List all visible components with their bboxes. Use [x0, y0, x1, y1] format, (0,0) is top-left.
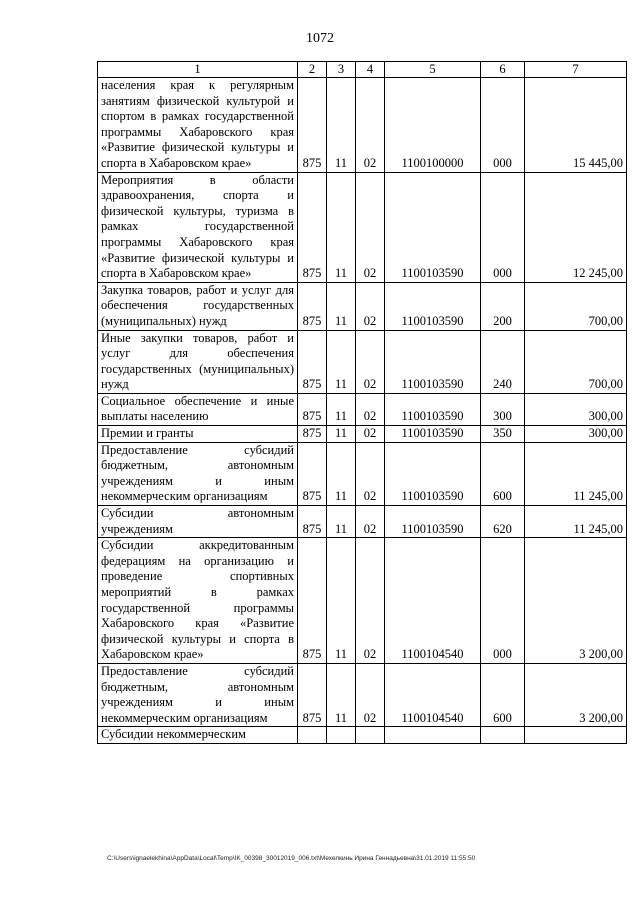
- row-name-cell: Предоставление субсидий бюджетным, автономным учреждениям и иным некоммерческим организациям: [98, 442, 298, 505]
- amount-cell: 700,00: [525, 282, 627, 330]
- target-article-cell: 1100104540: [385, 538, 481, 664]
- expense-type-cell: 600: [481, 442, 525, 505]
- expense-type-cell: 350: [481, 426, 525, 443]
- column-header: 5: [385, 62, 481, 78]
- section-cell: 11: [327, 442, 356, 505]
- ministry-code-cell: 875: [298, 663, 327, 726]
- subsection-cell: 02: [356, 78, 385, 173]
- column-header: 3: [327, 62, 356, 78]
- amount-cell: 3 200,00: [525, 538, 627, 664]
- subsection-cell: 02: [356, 538, 385, 664]
- target-article-cell: 1100103590: [385, 442, 481, 505]
- page-number: 1072: [306, 31, 334, 46]
- row-name-cell: Субсидии автономным учреждениям: [98, 506, 298, 538]
- row-name-cell: Иные закупки товаров, работ и услуг для обеспечения государственных (муниципальных) нужд: [98, 330, 298, 393]
- section-cell: 11: [327, 330, 356, 393]
- expense-type-cell: 000: [481, 538, 525, 664]
- subsection-cell: 02: [356, 442, 385, 505]
- expense-type-cell: 620: [481, 506, 525, 538]
- amount-cell: 3 200,00: [525, 663, 627, 726]
- table-row: [98, 506, 627, 538]
- expense-type-cell: 000: [481, 172, 525, 282]
- amount-cell: 300,00: [525, 426, 627, 443]
- target-article-cell: 1100103590: [385, 393, 481, 425]
- table-row: [98, 282, 627, 330]
- row-name-cell: Закупка товаров, работ и услуг для обеспечения государственных (муниципальных) нужд: [98, 282, 298, 330]
- expense-type-cell: 300: [481, 393, 525, 425]
- section-cell: 11: [327, 506, 356, 538]
- subsection-cell: 02: [356, 172, 385, 282]
- column-header: 2: [298, 62, 327, 78]
- section-cell: 11: [327, 172, 356, 282]
- row-name-cell: Субсидии некоммерческим: [98, 727, 298, 744]
- table-row: [98, 172, 627, 282]
- target-article-cell: 1100100000: [385, 78, 481, 173]
- section-cell: 11: [327, 663, 356, 726]
- section-cell: [327, 727, 356, 744]
- ministry-code-cell: 875: [298, 330, 327, 393]
- subsection-cell: [356, 727, 385, 744]
- subsection-cell: 02: [356, 282, 385, 330]
- table-row: [98, 727, 627, 744]
- amount-cell: [525, 727, 627, 744]
- row-name-cell: населения края к регулярным занятиям физической культурой и спортом в рамках государственной программы Хабаровского края «Развитие физической культуры и спорта в Хабаровском крае»: [98, 78, 298, 173]
- section-cell: 11: [327, 282, 356, 330]
- ministry-code-cell: 875: [298, 282, 327, 330]
- section-cell: 11: [327, 538, 356, 664]
- ministry-code-cell: 875: [298, 393, 327, 425]
- ministry-code-cell: 875: [298, 538, 327, 664]
- amount-cell: 11 245,00: [525, 442, 627, 505]
- expense-type-cell: 200: [481, 282, 525, 330]
- ministry-code-cell: [298, 727, 327, 744]
- table-row: [98, 663, 627, 726]
- ministry-code-cell: 875: [298, 172, 327, 282]
- table-row: [98, 426, 627, 443]
- expense-type-cell: [481, 727, 525, 744]
- table-row: [98, 330, 627, 393]
- table-row: [98, 442, 627, 505]
- table-row: [98, 538, 627, 664]
- target-article-cell: 1100103590: [385, 172, 481, 282]
- column-header: 6: [481, 62, 525, 78]
- target-article-cell: 1100103590: [385, 330, 481, 393]
- section-cell: 11: [327, 393, 356, 425]
- target-article-cell: [385, 727, 481, 744]
- target-article-cell: 1100103590: [385, 506, 481, 538]
- row-name-cell: Мероприятия в области здравоохранения, спорта и физической культуры, туризма в рамках государственной программы Хабаровского края «Развитие физической культуры и спорта в Хабаровском крае»: [98, 172, 298, 282]
- column-header: 7: [525, 62, 627, 78]
- subsection-cell: 02: [356, 663, 385, 726]
- target-article-cell: 1100104540: [385, 663, 481, 726]
- row-name-cell: Субсидии аккредитованным федерациям на организацию и проведение спортивных мероприятий в рамках государственной программы Хабаровского края «Развитие физической культуры и спорта в Хабаровском крае»: [98, 538, 298, 664]
- target-article-cell: 1100103590: [385, 426, 481, 443]
- ministry-code-cell: 875: [298, 78, 327, 173]
- table-header-row: [98, 62, 627, 78]
- file-path-footer: C:\Users\ignaelekhina\AppData\Local\Temp\IK_00398_30012019_006.txt\Мехелкинь Ирина Геннадьевна\31.01.2019 11:55:50: [107, 855, 476, 862]
- budget-table: [97, 61, 627, 744]
- subsection-cell: 02: [356, 426, 385, 443]
- column-header: 4: [356, 62, 385, 78]
- expense-type-cell: 000: [481, 78, 525, 173]
- ministry-code-cell: 875: [298, 426, 327, 443]
- table-row: [98, 78, 627, 173]
- amount-cell: 15 445,00: [525, 78, 627, 173]
- section-cell: 11: [327, 78, 356, 173]
- amount-cell: 12 245,00: [525, 172, 627, 282]
- row-name-cell: Социальное обеспечение и иные выплаты населению: [98, 393, 298, 425]
- row-name-cell: Премии и гранты: [98, 426, 298, 443]
- row-name-cell: Предоставление субсидий бюджетным, автономным учреждениям и иным некоммерческим организациям: [98, 663, 298, 726]
- table-row: [98, 393, 627, 425]
- column-header: 1: [98, 62, 298, 78]
- amount-cell: 300,00: [525, 393, 627, 425]
- section-cell: 11: [327, 426, 356, 443]
- ministry-code-cell: 875: [298, 506, 327, 538]
- amount-cell: 700,00: [525, 330, 627, 393]
- ministry-code-cell: 875: [298, 442, 327, 505]
- subsection-cell: 02: [356, 330, 385, 393]
- target-article-cell: 1100103590: [385, 282, 481, 330]
- subsection-cell: 02: [356, 506, 385, 538]
- amount-cell: 11 245,00: [525, 506, 627, 538]
- expense-type-cell: 600: [481, 663, 525, 726]
- expense-type-cell: 240: [481, 330, 525, 393]
- subsection-cell: 02: [356, 393, 385, 425]
